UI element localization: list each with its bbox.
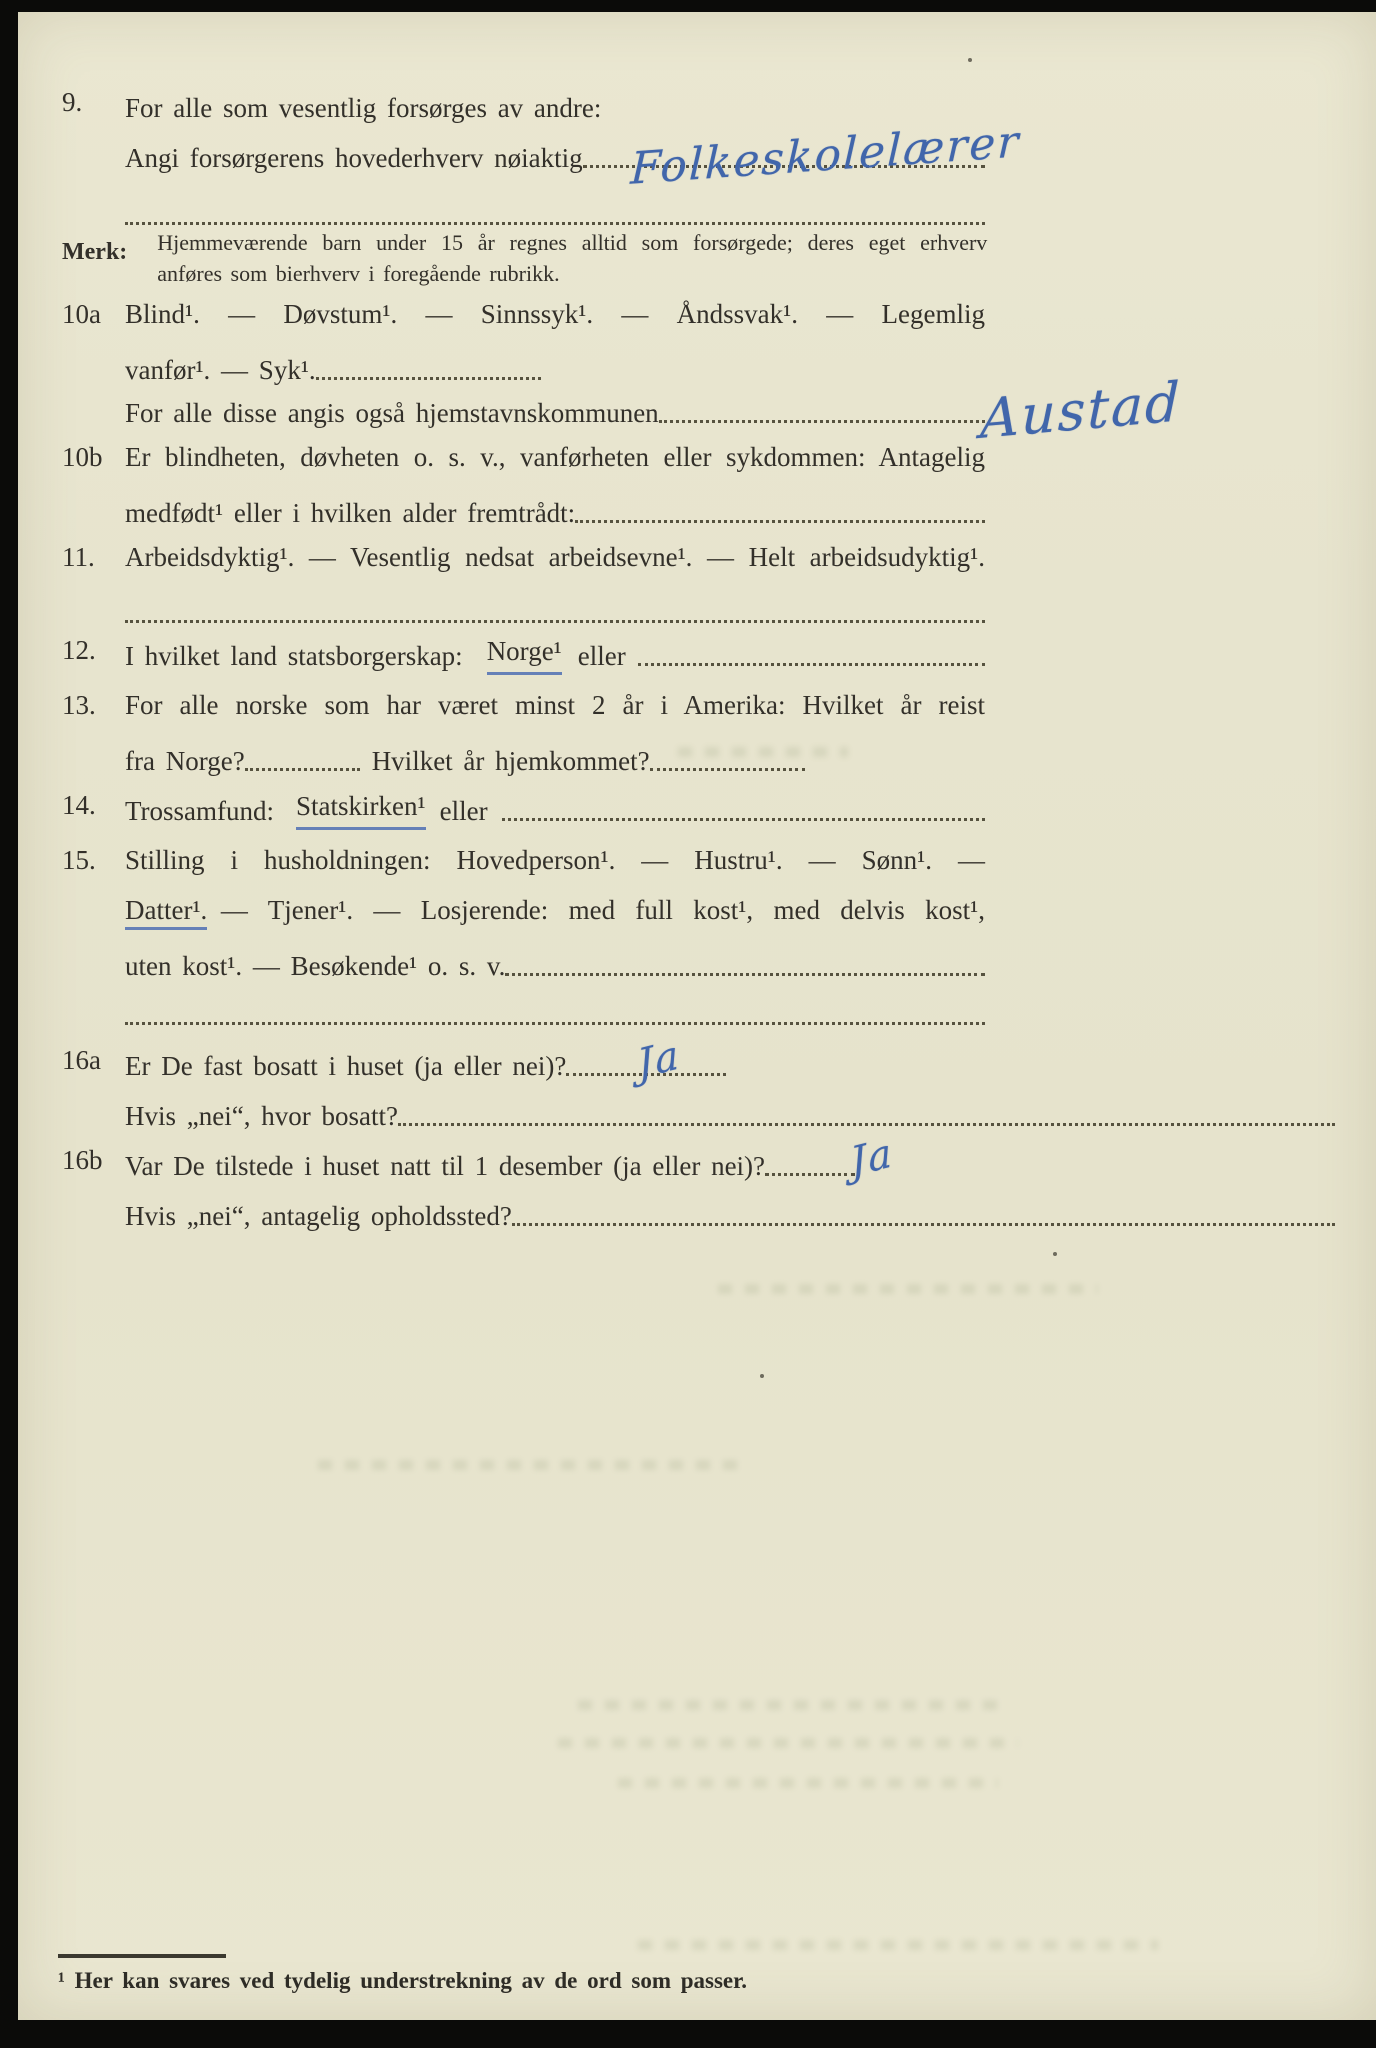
- question-11: [62, 532, 1376, 582]
- answer-rule-row: [62, 1003, 1376, 1027]
- question-text: Angi forsørgerens hovederhverv nøiaktig: [125, 143, 583, 173]
- merk-note: [62, 227, 1376, 289]
- question-16a: [62, 1031, 1376, 1135]
- question-text: Arbeidsdyktig¹. — Vesentlig nedsat arbeidsevne¹. — Helt arbeidsudyktig¹.: [125, 542, 985, 572]
- merk-text: anføres som bierhverv i foregående rubrikk.: [157, 261, 560, 286]
- question-number: 16b: [62, 1145, 103, 1175]
- question-15: [62, 835, 1376, 985]
- question-text: Er De fast bosatt i huset (ja eller nei)?: [125, 1051, 567, 1081]
- dotted-answer-line: [125, 222, 985, 225]
- handwritten-occupation-answer: Folkeskolelærer: [629, 116, 1022, 195]
- question-12: [62, 625, 1376, 675]
- question-9: [62, 77, 1376, 195]
- dotted-answer-line: [398, 1123, 1335, 1126]
- answer-rule-row: [62, 601, 1376, 625]
- dotted-answer-line: [583, 165, 985, 168]
- question-text: Blind¹. — Døvstum¹. — Sinnssyk¹. — Åndssvak¹. — Legemlig: [125, 299, 985, 329]
- question-number: 15.: [62, 845, 96, 875]
- question-text: fra Norge?: [125, 746, 245, 776]
- question-number: 13.: [62, 690, 96, 720]
- question-text: Hvis „nei“, hvor bosatt?: [125, 1101, 398, 1131]
- handwritten-ja-answer: Ja: [635, 1031, 683, 1089]
- footnote-rule: [58, 1954, 226, 1958]
- dotted-answer-line: [659, 420, 985, 423]
- question-number: 11.: [62, 542, 95, 572]
- dotted-answer-line: [650, 768, 805, 771]
- question-14: [62, 780, 1376, 830]
- question-text: Hvilket år hjemkommet?: [371, 746, 650, 776]
- question-text: eller: [439, 796, 488, 826]
- census-form-paper: [18, 12, 1376, 2020]
- underlined-choice-norge: Norge¹: [487, 632, 562, 675]
- question-10a: [62, 289, 1376, 451]
- footnote-text: ¹ Her kan svares ved tydelig understrekning av de ord som passer.: [58, 1968, 747, 1993]
- handwritten-ja-answer: Ja: [848, 1129, 896, 1187]
- dotted-answer-line: [638, 663, 985, 666]
- underlined-choice-statskirken: Statskirken¹: [296, 787, 426, 830]
- dotted-answer-line: [502, 818, 985, 821]
- question-text: medfødt¹ eller i hvilken alder fremtrådt:: [125, 498, 576, 528]
- question-text: uten kost¹. — Besøkende¹ o. s. v.: [125, 951, 506, 981]
- question-text: Er blindheten, døvheten o. s. v., vanførheten eller sykdommen: Antagelig: [125, 442, 985, 472]
- dotted-answer-line: [245, 768, 360, 771]
- merk-label: Merk:: [62, 239, 128, 265]
- question-number: 12.: [62, 635, 96, 665]
- question-text: Trossamfund:: [125, 796, 275, 826]
- question-13: [62, 680, 1376, 780]
- question-number: 10b: [62, 442, 103, 472]
- question-text: vanfør¹. — Syk¹.: [125, 355, 316, 385]
- form-content: [18, 12, 1376, 2020]
- dotted-answer-line: [505, 973, 985, 976]
- question-number: 16a: [62, 1045, 101, 1075]
- question-text: Stilling i husholdningen: Hovedperson¹. — Hustru¹. — Sønn¹. —: [125, 845, 985, 875]
- question-text: For alle disse angis også hjemstavnskommunen: [125, 398, 659, 428]
- dotted-answer-line: [566, 1073, 726, 1076]
- dotted-answer-line: [512, 1223, 1335, 1226]
- spacer: [62, 203, 125, 227]
- dotted-answer-line: [125, 620, 985, 623]
- underlined-choice-datter: Datter¹.: [125, 895, 207, 930]
- question-number: 9.: [62, 87, 83, 117]
- question-text: Var De tilstede i huset natt til 1 desember (ja eller nei)?: [125, 1151, 766, 1181]
- question-text: For alle som vesentlig forsørges av andre:: [125, 93, 602, 123]
- question-16b: [62, 1129, 1376, 1235]
- question-text: I hvilket land statsborgerskap:: [125, 641, 463, 671]
- dotted-answer-line: [316, 377, 541, 380]
- spacer: [62, 601, 125, 625]
- handwritten-municipality-answer: Austad: [979, 370, 1183, 451]
- question-10b: [62, 432, 1376, 532]
- footnote-block: [58, 1954, 747, 1994]
- question-number: 10a: [62, 299, 101, 329]
- question-text: eller: [577, 641, 626, 671]
- dotted-answer-line: [765, 1173, 855, 1176]
- merk-text: Hjemmeværende barn under 15 år regnes alltid som forsørgede; deres eget erhverv: [157, 230, 988, 255]
- dotted-answer-line: [575, 520, 985, 523]
- spacer: [62, 1003, 125, 1027]
- question-text: — Tjener¹. — Losjerende: med full kost¹, med delvis kost¹,: [220, 895, 986, 925]
- question-text: For alle norske som har været minst 2 år i Amerika: Hvilket år reist: [125, 690, 985, 720]
- answer-rule-row: [62, 203, 1376, 227]
- question-number: 14.: [62, 790, 96, 820]
- question-text: Hvis „nei“, antagelig opholdssted?: [125, 1201, 512, 1231]
- dotted-answer-line: [125, 1022, 985, 1025]
